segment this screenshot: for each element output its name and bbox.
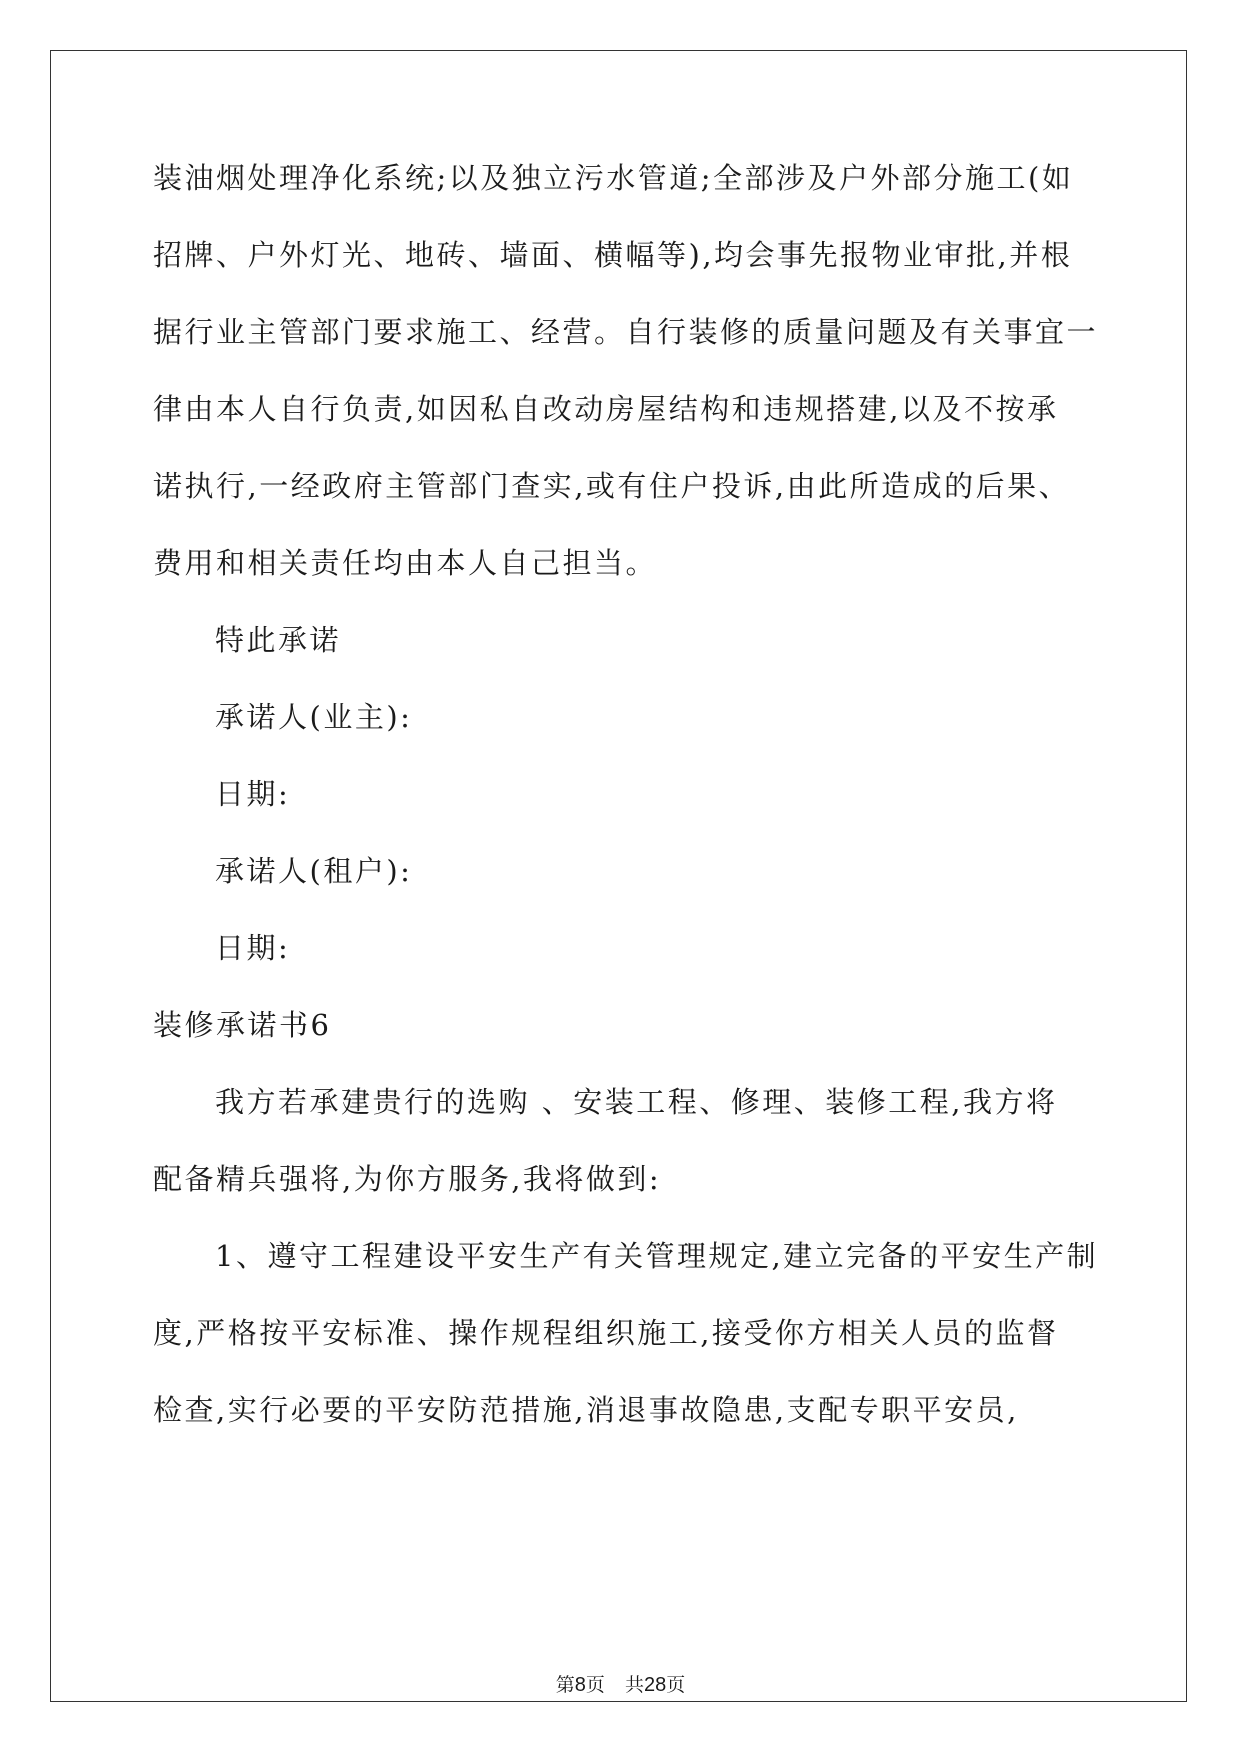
- paragraph-line: 1、遵守工程建设平安生产有关管理规定,建立完备的平安生产制: [215, 1239, 1099, 1273]
- page-prefix: 第: [555, 1674, 575, 1696]
- paragraph-line: 我方若承建贵行的选购 、安装工程、修理、装修工程,我方将: [215, 1085, 1058, 1119]
- signatory-tenant-label: 承诺人(租户):: [215, 854, 413, 888]
- paragraph-line: 费用和相关责任均由本人自己担当。: [153, 546, 658, 580]
- total-prefix: 共: [624, 1674, 644, 1696]
- document-body: [153, 163, 1113, 1472]
- paragraph-line: 诺执行,一经政府主管部门查实,或有住户投诉,由此所造成的后果、: [153, 469, 1071, 503]
- closing-statement: 特此承诺: [215, 623, 342, 657]
- total-suffix: 页: [666, 1674, 686, 1696]
- paragraph-line: 装油烟处理净化系统;以及独立污水管道;全部涉及户外部分施工(如: [153, 161, 1074, 195]
- paragraph-line: 检查,实行必要的平安防范措施,消退事故隐患,支配专职平安员,: [153, 1393, 1019, 1427]
- date-label: 日期:: [215, 777, 291, 811]
- page-footer: [0, 1670, 1241, 1697]
- date-label: 日期:: [215, 931, 291, 965]
- page-current: 8: [574, 1674, 586, 1696]
- paragraph-line: 律由本人自行负责,如因私自改动房屋结构和违规搭建,以及不按承: [153, 392, 1059, 426]
- signatory-owner-label: 承诺人(业主):: [215, 700, 413, 734]
- page-total: 28: [643, 1674, 667, 1696]
- paragraph-line: 配备精兵强将,为你方服务,我将做到:: [153, 1162, 662, 1196]
- paragraph-line: 招牌、户外灯光、地砖、墙面、横幅等),均会事先报物业审批,并根: [153, 238, 1073, 272]
- section-heading: 装修承诺书6: [153, 1008, 332, 1042]
- paragraph-line: 度,严格按平安标准、操作规程组织施工,接受你方相关人员的监督: [153, 1316, 1059, 1350]
- page-suffix: 页: [585, 1674, 605, 1696]
- paragraph-line: 据行业主管部门要求施工、经营。自行装修的质量问题及有关事宜一: [153, 315, 1099, 349]
